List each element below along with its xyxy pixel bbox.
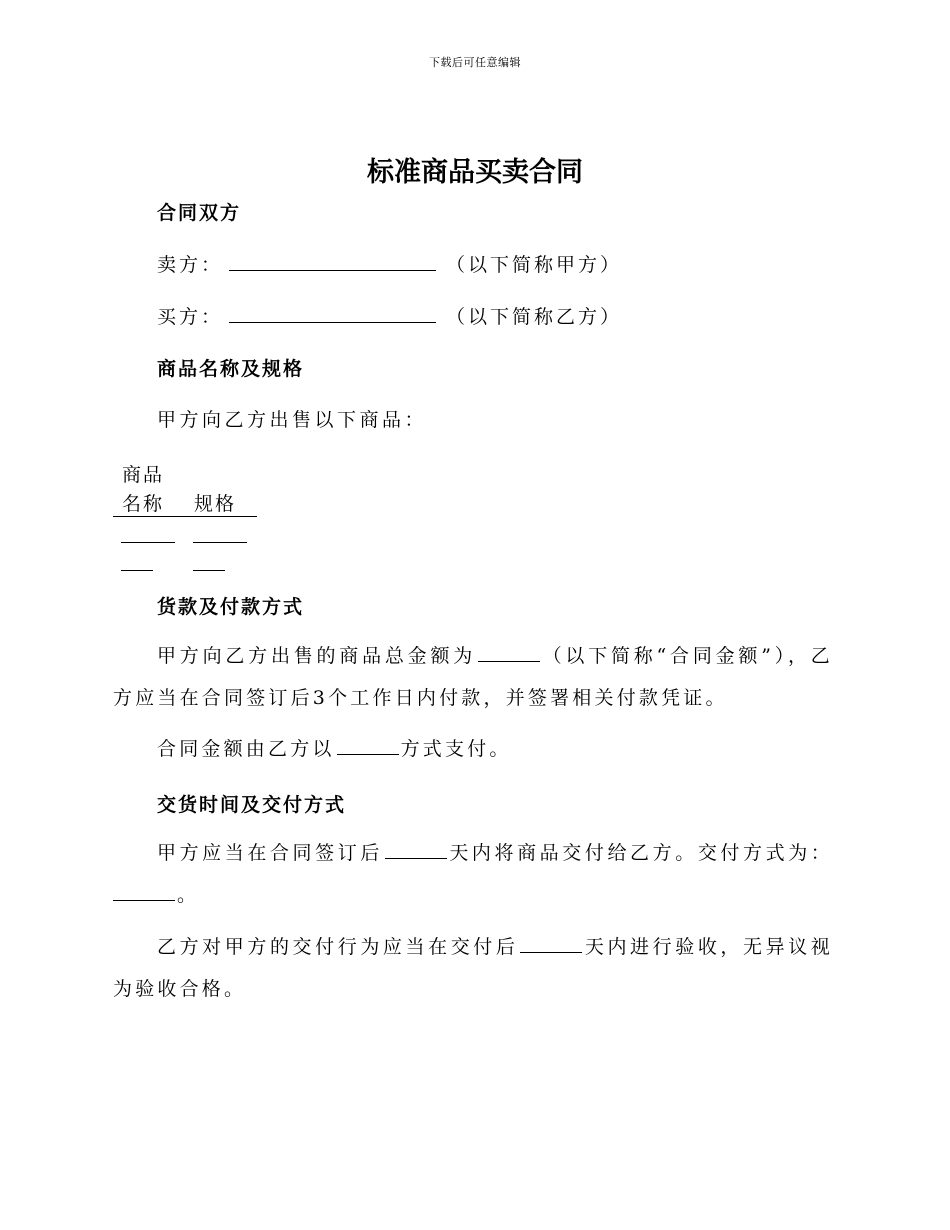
table-cell-spec-blank-2[interactable] <box>193 570 225 571</box>
seller-row <box>157 250 622 277</box>
delivery-p2-text-b: 天内进行验收，无异议视为验收合格。 <box>113 936 834 1000</box>
payment-method-field[interactable] <box>337 738 399 755</box>
delivery-p1-text-c: 。 <box>177 884 200 906</box>
table-cell-spec-blank[interactable] <box>193 542 247 543</box>
goods-intro: 甲方向乙方出售以下商品： <box>157 409 428 431</box>
total-amount-field[interactable] <box>478 645 540 662</box>
buyer-row <box>157 302 622 329</box>
delivery-p1-text-b: 天内将商品交付给乙方。交付方式为： <box>448 842 833 864</box>
table-header-name-line2: 名称 <box>122 493 165 515</box>
delivery-p2-text-a: 乙方对甲方的交付行为应当在交付后 <box>157 936 519 958</box>
inspection-days-field[interactable] <box>520 936 582 953</box>
payment-p1-text-a: 甲方向乙方出售的商品总金额为 <box>157 645 477 667</box>
delivery-paragraph-1 <box>113 832 833 916</box>
payment-p2-text-a: 合同金额由乙方以 <box>157 738 335 760</box>
buyer-name-field[interactable] <box>229 304 436 323</box>
payment-paragraph-1 <box>113 635 833 719</box>
delivery-method-field[interactable] <box>113 884 175 901</box>
section-heading-delivery: 交货时间及交付方式 <box>157 794 347 816</box>
seller-label: 卖方： <box>157 254 224 276</box>
buyer-note: （以下简称乙方） <box>446 306 623 328</box>
table-header-rule <box>113 516 257 517</box>
payment-p1-text-b: （以下简称“合同金额”），乙方应当在合同签订后3个工作日内付款，并签署相关付款凭证。 <box>113 645 833 709</box>
table-header-name-line1: 商品 <box>122 464 165 486</box>
seller-name-field[interactable] <box>229 252 436 271</box>
delivery-p1-text-a: 甲方应当在合同签订后 <box>157 842 383 864</box>
payment-paragraph-2 <box>113 728 833 770</box>
payment-p2-text-b: 方式支付。 <box>400 738 512 760</box>
section-heading-goods: 商品名称及规格 <box>157 358 305 380</box>
header-note: 下载后可任意编辑 <box>429 56 521 69</box>
delivery-paragraph-2 <box>113 926 833 1010</box>
table-cell-name-blank-2[interactable] <box>121 570 153 571</box>
document-title: 标准商品买卖合同 <box>367 157 583 188</box>
table-header-spec: 规格 <box>194 493 237 515</box>
seller-note: （以下简称甲方） <box>446 254 623 276</box>
section-heading-payment: 货款及付款方式 <box>157 596 305 618</box>
buyer-label: 买方： <box>157 306 224 328</box>
section-heading-parties: 合同双方 <box>157 202 242 224</box>
table-cell-name-blank[interactable] <box>121 542 175 543</box>
delivery-days-field[interactable] <box>385 842 447 859</box>
